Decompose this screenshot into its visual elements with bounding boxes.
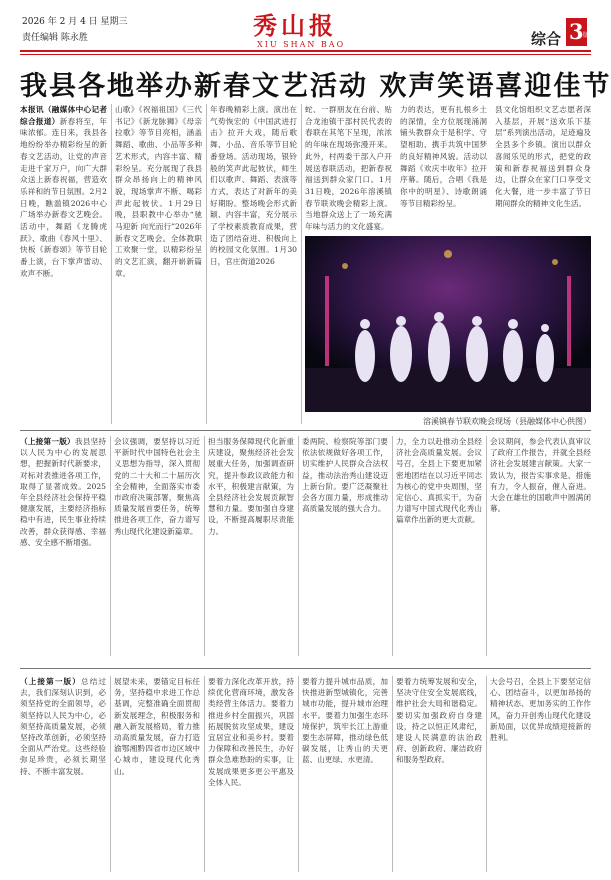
article3-column-4: 要着力提升城市品质，加快推进新型城镇化，完善城市功能，提升城市治理水平。要着力加强生态环境保护，筑牢长江上游重要生态屏障，推动绿色低碳发展，让秀山的天更蓝、山更绿、水更清。 bbox=[302, 677, 388, 765]
column-divider bbox=[298, 676, 299, 872]
article2-column-5: 力，全力以赴推动全县经济社会高质量发展。会议号召，全县上下要更加紧密地团结在以习近平同志为核心的党中央周围，坚定信心、真抓实干，为奋力谱写中国式现代化秀山篇章作出新的更大贡献。 bbox=[396, 437, 482, 525]
article1-column-6: 县文化馆组织文艺志愿者深入基层，开展“送欢乐下基层”系列演出活动，足迹遍及全县多个乡镇。演出以群众喜闻乐见的形式，把党的政策和新春祝福送到群众身边，让群众在家门口享受文化大餐，进一步丰富了节日期间群众的精神文化生活。 bbox=[495, 105, 591, 208]
editor-line: 责任编辑 陈永胜 bbox=[22, 33, 88, 43]
article1-column-5: 力的表达，更有扎根乡土的深情，全方位展现涌洞铺头教群众于是积学、守望相助、携手共筑中国梦的良好精神风貌。活动以舞蹈《欢庆丰收年》拉开序幕。随后，合唱《我是你中的明星》、诗歌朗诵等节目精彩纷呈。 bbox=[400, 105, 487, 208]
article2-column-4: 委两院、检察院等部门要依法依规做好各项工作，切实维护人民群众合法权益，推动法治秀山建设迈上新台阶。要广泛凝聚社会各方面力量，形成推动高质量发展的强大合力。 bbox=[302, 437, 388, 514]
section-rule bbox=[20, 430, 591, 431]
article3-text-1: 总结过去，我们深刻认识到，必须坚持党的全面领导，必须坚持以人民为中心，必须坚持高质量发展，必须坚持改革创新，必须坚持全面从严治党。这些经验弥足珍贵，必须长期坚持、不断丰富发展。 bbox=[20, 677, 106, 776]
column-divider bbox=[301, 104, 302, 424]
article3-column-3: 要着力深化改革开放，持续优化营商环境，激发各类经营主体活力。要着力推进乡村全面振兴，巩固拓展脱贫攻坚成果，建设宜居宜业和美乡村。要着力保障和改善民生，办好群众急难愁盼的实事，让发展成果更多更公平惠及全体人民。 bbox=[208, 677, 294, 787]
column-divider bbox=[111, 104, 112, 424]
article2-column-6: 会议期间，参会代表认真审议了政府工作报告，并就全县经济社会发展建言献策。大家一致认为，报告实事求是、措施有力，令人振奋，催人奋进。大会在雄壮的国歌声中圆满闭幕。 bbox=[490, 437, 591, 514]
section-rule bbox=[20, 668, 591, 669]
article1-text-1: 新春将至，年味浓郁。连日来，我县各地纷纷举办精彩纷呈的新春文艺活动，让党的声音走进千家万户，向广大群众送上新春祝福，营造欢乐祥和的节日氛围。2月2日晚，瞧滥镇2026中心广场举办新春文艺晚会。活动中，舞蹈《龙腾虎跃》、歌曲《春风十里》、快板《新春颂》等节目轮番上演，台下掌声雷动、欢声不断。 bbox=[20, 116, 107, 278]
article1-column-4: 蛇、一群朋友在台前、贴合龙池镇干部村民代表的春联在其笔下呈现，浓浓的年味在现场弥漫开来。此外，村两委干部入户开展送春联活动，把新春祝福送到群众家门口。1月31日晚，2026年溶溪镇春节联欢晚会精彩上演。当地群众送上了一场充满年味与活力的文化盛宴。 bbox=[305, 105, 392, 232]
column-divider bbox=[392, 436, 393, 656]
logo-title: 秀山报 bbox=[253, 11, 337, 40]
masthead bbox=[0, 0, 611, 52]
column-divider bbox=[486, 676, 487, 872]
article3-column-6: 大会号召，全县上下要坚定信心、团结奋斗，以更加昂扬的精神状态、更加务实的工作作风，奋力开创秀山现代化建设新局面，以优异成绩迎接新的胜利。 bbox=[490, 677, 591, 743]
article1-lead: 本报讯（融媒体中心记者 综合报道） bbox=[20, 105, 107, 126]
page-number-badge bbox=[566, 18, 590, 46]
stage-performance-photo bbox=[305, 236, 591, 412]
article2-column-3: 担当服务保障现代化新重庆建设，聚焦经济社会发展重大任务，加强调查研究，提升参政议政能力和水平，积极建言献策，为全县经济社会发展贡献智慧和力量。要加强自身建设，不断提高履职尽责能力。 bbox=[208, 437, 294, 536]
headline: 我县各地举办新春文艺活动 欢声笑语喜迎佳节 bbox=[20, 71, 611, 102]
column-divider bbox=[110, 676, 111, 872]
article2-text-1: 我县坚持以人民为中心的发展思想，把握新时代新要求，对标对表推进各项工作，取得了显著成效。2025年全县经济社会保持平稳健康发展，主要经济指标稳中有进，民生事业持续改善，群众获得感、幸福感、安全感不断增强。 bbox=[20, 437, 106, 547]
page-number: 3 bbox=[569, 19, 584, 44]
article3-lead: （上接第一版） bbox=[20, 677, 81, 686]
column-divider bbox=[486, 436, 487, 656]
column-divider bbox=[204, 676, 205, 872]
section-label: 综合 bbox=[531, 30, 562, 48]
article2-column-1 bbox=[20, 436, 106, 656]
logo-subtitle: XIU SHAN BAO bbox=[257, 40, 346, 49]
date-line: 2026 年 2 月 4 日 星期三 bbox=[22, 17, 128, 27]
article1-column-2: 山歌》《祝福祖国》《三代书记》《新龙脉狮》《母亲拉歌》等节目亮相，涵盖舞蹈、歌曲、小品等多种艺术形式，内容丰富、精彩纷呈。充分展现了我县群众昂扬向上的精神风貌，现场掌声不断、喝彩声此起彼伏。1月29日晚，县职教中心举办“驰马迎新 向光而行”2026年新春文艺晚会。全体教职工欢聚一堂，以精彩纷呈的文艺汇演，翻开崭新篇章。 bbox=[115, 105, 202, 278]
photo-caption: 溶溪镇春节联欢晚会现场（县融媒体中心供图） bbox=[423, 417, 591, 426]
article2-column-2: 会议强调，要坚持以习近平新时代中国特色社会主义思想为指导，深入贯彻党的二十大和二十届历次全会精神，全面落实市委市政府决策部署，聚焦高质量发展首要任务，统筹推进各项工作，奋力谱写秀山现代化建设新篇章。 bbox=[114, 437, 200, 536]
photo-illustration bbox=[305, 236, 591, 412]
column-divider bbox=[110, 436, 111, 656]
column-divider bbox=[206, 104, 207, 424]
newspaper-logo bbox=[237, 6, 357, 49]
header-rule-thin bbox=[20, 54, 591, 55]
article3-column-2: 展望未来，要锚定目标任务，坚持稳中求进工作总基调，完整准确全面贯彻新发展理念，积极服务和融入新发展格局，着力推动高质量发展，奋力打造渝鄂湘黔四省市边区域中心城市，建设现代化秀山。 bbox=[114, 677, 200, 776]
article1-column-1 bbox=[20, 104, 107, 450]
article2-lead: （上接第一版） bbox=[20, 437, 75, 446]
column-divider bbox=[298, 436, 299, 656]
page-unit: 版 bbox=[583, 32, 590, 39]
article3-column-5: 要着力统筹发展和安全，坚决守住安全发展底线，维护社会大局和谐稳定。要切实加强政府自身建设，持之以恒正风肃纪，建设人民满意的法治政府、创新政府、廉洁政府和服务型政府。 bbox=[396, 677, 482, 765]
column-divider bbox=[204, 436, 205, 656]
column-divider bbox=[392, 676, 393, 872]
header-rule bbox=[20, 50, 591, 52]
article1-column-3: 年春晚精彩上演。演出在气势恢宏的《中国武进打击》拉开大戏，随后歌舞、小品、音乐等节目轮番登场。活动现场，银铃般的笑声此起彼伏，师生们以歌声、舞蹈、表演等方式，表达了对新年的美好期盼。整场晚会形式新颖、内容丰富，充分展示了学校素质教育成果，营造了团结奋进、积极向上的校园文化氛围。1月30日，官庄街道2026 bbox=[210, 105, 297, 267]
article3-column-1 bbox=[20, 676, 106, 872]
